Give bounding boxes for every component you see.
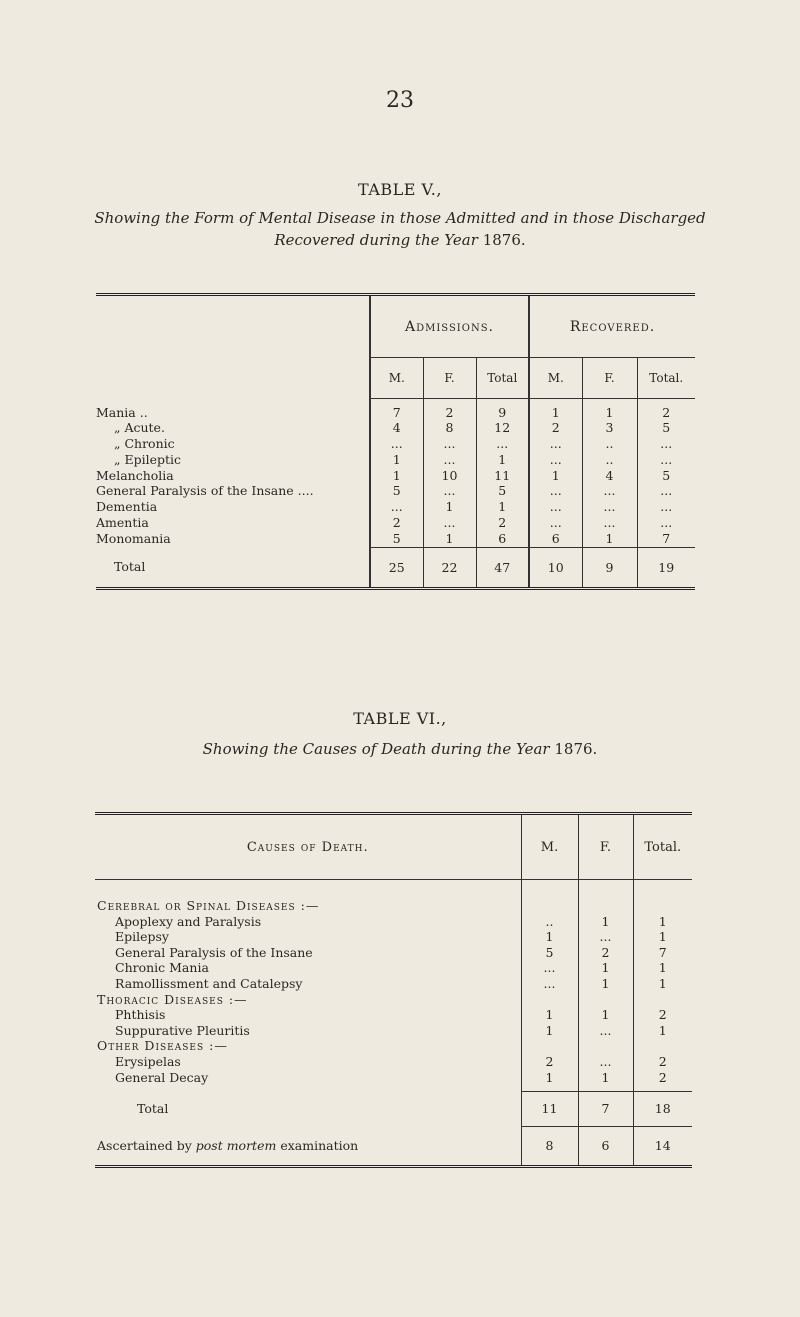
col-f: F. bbox=[423, 358, 476, 399]
cell: 19 bbox=[637, 547, 695, 588]
cell: 12 bbox=[476, 420, 529, 436]
cell: 6 bbox=[529, 531, 582, 547]
table-row bbox=[95, 945, 692, 961]
table-row bbox=[95, 1023, 692, 1039]
cell: 2 bbox=[521, 1054, 578, 1070]
cell: ... bbox=[578, 1023, 633, 1039]
cell: ... bbox=[578, 1054, 633, 1070]
cell: ... bbox=[529, 515, 582, 531]
cell: 5 bbox=[637, 420, 695, 436]
table6-subtitle-year: 1876. bbox=[554, 740, 598, 758]
cell: 1 bbox=[633, 1023, 692, 1039]
table-row bbox=[96, 420, 695, 436]
cell: ... bbox=[423, 515, 476, 531]
col-f: F. bbox=[582, 358, 637, 399]
table-row bbox=[95, 1070, 692, 1086]
row-label: „ Chronic bbox=[114, 436, 175, 452]
row-label: „ Acute. bbox=[114, 420, 165, 436]
cell: ... bbox=[476, 436, 529, 452]
pm-label-c: examination bbox=[280, 1137, 359, 1153]
post-mortem-label bbox=[95, 1126, 521, 1166]
cell: ... bbox=[521, 976, 578, 992]
cell: 1 bbox=[529, 405, 582, 421]
cell: 1 bbox=[521, 1070, 578, 1086]
cell: 25 bbox=[370, 547, 423, 588]
row-label: Erysipelas bbox=[115, 1053, 181, 1069]
total-label: Total bbox=[137, 1101, 169, 1117]
table-row bbox=[95, 1038, 692, 1054]
cell: 2 bbox=[423, 405, 476, 421]
row-label: Apoplexy and Paralysis bbox=[115, 913, 262, 929]
table-row bbox=[95, 960, 692, 976]
pm-label-b: post mortem bbox=[195, 1137, 277, 1153]
cell: 5 bbox=[370, 531, 423, 547]
cell: 1 bbox=[423, 531, 476, 547]
table5-subtitle-line2: Recovered during the Year bbox=[274, 231, 478, 249]
cell: 7 bbox=[370, 405, 423, 421]
row-label: Mania .. bbox=[96, 404, 148, 420]
col-total: Total bbox=[476, 358, 529, 399]
cell: 10 bbox=[423, 468, 476, 484]
cell: 18 bbox=[633, 1091, 692, 1126]
table-row bbox=[95, 914, 692, 930]
col-m: M. bbox=[529, 358, 582, 399]
cell: 8 bbox=[521, 1126, 578, 1166]
row-label: Amentia bbox=[96, 515, 149, 531]
cell: 6 bbox=[578, 1126, 633, 1166]
cell: 8 bbox=[423, 420, 476, 436]
cell: ... bbox=[529, 499, 582, 515]
table5 bbox=[96, 293, 695, 590]
cell: 1 bbox=[578, 976, 633, 992]
cell: ... bbox=[637, 452, 695, 468]
row-label: Phthisis bbox=[115, 1007, 166, 1023]
cell: 2 bbox=[370, 515, 423, 531]
table-row bbox=[96, 452, 695, 468]
row-label: Monomania bbox=[96, 530, 171, 546]
cell: 1 bbox=[529, 468, 582, 484]
cell: 2 bbox=[633, 1070, 692, 1086]
cell: 4 bbox=[370, 420, 423, 436]
cell: 6 bbox=[476, 531, 529, 547]
cell: ... bbox=[423, 452, 476, 468]
table-row bbox=[96, 468, 695, 484]
cell: 11 bbox=[476, 468, 529, 484]
row-label: General Decay bbox=[115, 1069, 209, 1085]
cell: 2 bbox=[529, 420, 582, 436]
cell: ... bbox=[637, 499, 695, 515]
cell: 1 bbox=[476, 452, 529, 468]
table-row bbox=[95, 1007, 692, 1023]
cell: ... bbox=[582, 483, 637, 499]
row-label: „ Epileptic bbox=[114, 451, 181, 467]
table-row bbox=[95, 976, 692, 992]
cell: 47 bbox=[476, 547, 529, 588]
table5-subtitle-year: 1876. bbox=[482, 231, 526, 249]
cell: .. bbox=[582, 452, 637, 468]
cell: 5 bbox=[476, 483, 529, 499]
cell: 5 bbox=[637, 468, 695, 484]
table5-corner-2 bbox=[96, 358, 370, 399]
cell: 7 bbox=[633, 945, 692, 961]
table-row bbox=[96, 436, 695, 452]
cell: 1 bbox=[423, 499, 476, 515]
cell: 2 bbox=[633, 1007, 692, 1023]
table5-subtitle bbox=[0, 207, 800, 251]
table5-recovered-header: Recovered. bbox=[529, 295, 695, 358]
cell: 1 bbox=[521, 1023, 578, 1039]
table6-subtitle-text: Showing the Causes of Death during the Year bbox=[202, 740, 550, 758]
cell: ... bbox=[529, 483, 582, 499]
col-f: F. bbox=[578, 814, 633, 880]
table-row bbox=[96, 499, 695, 515]
cell: 1 bbox=[578, 1070, 633, 1086]
cell: 2 bbox=[578, 945, 633, 961]
row-label: General Paralysis of the Insane bbox=[115, 944, 313, 960]
col-causes: Causes of Death. bbox=[95, 814, 521, 880]
cell: ... bbox=[370, 499, 423, 515]
page-number: 23 bbox=[386, 88, 414, 113]
cell: 4 bbox=[582, 468, 637, 484]
row-label: Epilepsy bbox=[115, 929, 169, 945]
table5-subtitle-line1: Showing the Form of Mental Disease in those Admitted and in those Discharged bbox=[94, 209, 706, 227]
section-heading: Thoracic Diseases :— bbox=[97, 991, 248, 1007]
table5-title: TABLE V., bbox=[358, 180, 442, 199]
cell: ... bbox=[521, 960, 578, 976]
cell: ... bbox=[423, 436, 476, 452]
table-row bbox=[95, 1054, 692, 1070]
cell: .. bbox=[582, 436, 637, 452]
cell: 22 bbox=[423, 547, 476, 588]
section-heading: Cerebral or Spinal Diseases :— bbox=[97, 898, 320, 913]
cell: 14 bbox=[633, 1126, 692, 1166]
cell: 9 bbox=[582, 547, 637, 588]
row-label: General Paralysis of the Insane .... bbox=[96, 483, 314, 499]
cell: 1 bbox=[370, 468, 423, 484]
cell: 2 bbox=[637, 405, 695, 421]
total-label: Total bbox=[114, 559, 146, 575]
cell: 11 bbox=[521, 1091, 578, 1126]
row-label: Ramollissment and Catalepsy bbox=[115, 975, 303, 991]
cell: 1 bbox=[582, 405, 637, 421]
cell: 3 bbox=[582, 420, 637, 436]
table-row bbox=[96, 531, 695, 547]
cell: 7 bbox=[578, 1091, 633, 1126]
cell: .. bbox=[521, 914, 578, 930]
row-label: Dementia bbox=[96, 499, 158, 515]
cell: 1 bbox=[578, 914, 633, 930]
row-label: Melancholia bbox=[96, 467, 174, 483]
cell: 2 bbox=[633, 1054, 692, 1070]
table5-corner bbox=[96, 295, 370, 358]
cell: 1 bbox=[633, 976, 692, 992]
cell: 2 bbox=[476, 515, 529, 531]
cell: ... bbox=[637, 515, 695, 531]
cell: 7 bbox=[637, 531, 695, 547]
cell: 5 bbox=[521, 945, 578, 961]
table-row bbox=[95, 898, 692, 914]
post-mortem-row bbox=[95, 1126, 692, 1166]
cell: 1 bbox=[578, 960, 633, 976]
cell: 1 bbox=[633, 929, 692, 945]
section-heading: Other Diseases :— bbox=[97, 1038, 228, 1054]
pm-label-a: Ascertained by bbox=[97, 1137, 192, 1153]
cell: ... bbox=[637, 436, 695, 452]
col-m: M. bbox=[521, 814, 578, 880]
table-row bbox=[95, 929, 692, 945]
cell: 5 bbox=[370, 483, 423, 499]
table5-admissions-header: Admissions. bbox=[370, 295, 529, 358]
table-row bbox=[95, 992, 692, 1008]
cell: 1 bbox=[521, 1007, 578, 1023]
cell: ... bbox=[423, 483, 476, 499]
table-row bbox=[96, 405, 695, 421]
cell: ... bbox=[582, 515, 637, 531]
cell: 1 bbox=[370, 452, 423, 468]
total-row bbox=[95, 1091, 692, 1126]
cell: 10 bbox=[529, 547, 582, 588]
row-label: Chronic Mania bbox=[115, 960, 209, 976]
cell: 1 bbox=[578, 1007, 633, 1023]
cell: ... bbox=[637, 483, 695, 499]
cell: 1 bbox=[476, 499, 529, 515]
cell: 9 bbox=[476, 405, 529, 421]
table6-subtitle bbox=[0, 738, 800, 760]
cell: 1 bbox=[521, 929, 578, 945]
col-total: Total. bbox=[637, 358, 695, 399]
col-m: M. bbox=[370, 358, 423, 399]
row-label: Suppurative Pleuritis bbox=[115, 1022, 250, 1038]
col-total: Total. bbox=[633, 814, 692, 880]
cell: 1 bbox=[633, 960, 692, 976]
total-row bbox=[96, 547, 695, 588]
cell: ... bbox=[370, 436, 423, 452]
cell: ... bbox=[578, 929, 633, 945]
cell: ... bbox=[529, 436, 582, 452]
table6 bbox=[95, 812, 692, 1168]
cell: ... bbox=[529, 452, 582, 468]
cell: 1 bbox=[633, 914, 692, 930]
cell: ... bbox=[582, 499, 637, 515]
cell: 1 bbox=[582, 531, 637, 547]
table-row bbox=[96, 515, 695, 531]
table6-title: TABLE VI., bbox=[353, 709, 447, 728]
table-row bbox=[96, 483, 695, 499]
